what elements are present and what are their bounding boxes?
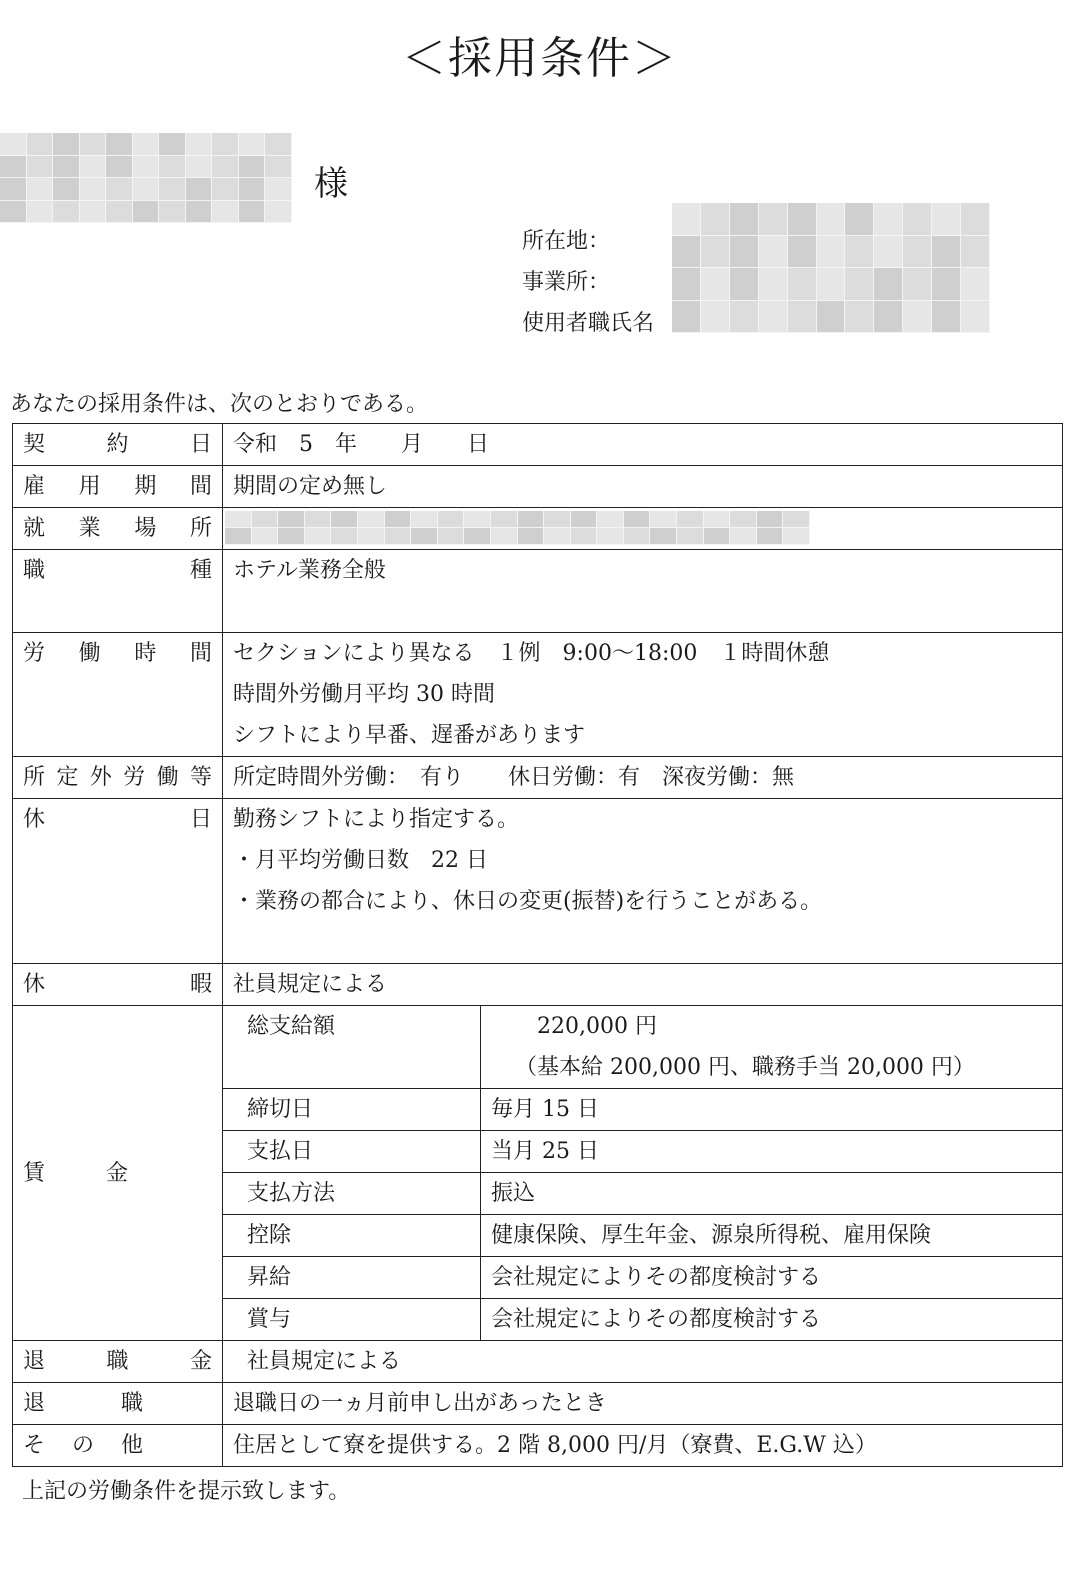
holidays-line: ・業務の都合により、休日の変更(振替)を行うことがある。 [233, 889, 823, 914]
mosaic-tile [961, 301, 990, 334]
label-char: 定 [56, 765, 79, 790]
mosaic-tile [80, 133, 107, 156]
label-char: の [71, 1433, 94, 1458]
mosaic-tile [80, 178, 107, 201]
mosaic-tile [544, 511, 571, 528]
mosaic-tile [730, 236, 759, 269]
working-hours-line: セクションにより異なる １例 9:00～18:00 １時間休憩 [233, 641, 830, 666]
label-char: 等 [189, 765, 212, 790]
mosaic-tile [932, 203, 961, 236]
mosaic-tile [672, 203, 701, 236]
mosaic-tile [0, 178, 27, 201]
mosaic-tile [239, 133, 266, 156]
mosaic-tile [544, 528, 571, 545]
workplace-value [223, 508, 1063, 550]
mosaic-tile [518, 528, 545, 545]
job-type-value: ホテル業務全般 [223, 550, 1063, 633]
label-char: 金 [189, 1349, 212, 1374]
mosaic-tile [491, 528, 518, 545]
mosaic-tile [817, 203, 846, 236]
label-char: 働 [78, 641, 101, 666]
mosaic-tile [672, 268, 701, 301]
label-char: 職 [120, 1391, 143, 1416]
row-label [13, 508, 223, 550]
mosaic-tile [597, 528, 624, 545]
mosaic-tile [783, 511, 810, 528]
mosaic-tile [265, 178, 292, 201]
label-workplace [23, 508, 212, 549]
mosaic-tile [701, 301, 730, 334]
mosaic-tile [27, 178, 54, 201]
mosaic-tile [106, 156, 133, 179]
mosaic-tile [212, 156, 239, 179]
label-retirement [23, 1383, 143, 1424]
mosaic-tile [903, 236, 932, 269]
mosaic-tile [278, 511, 305, 528]
row-label [13, 1341, 223, 1383]
mosaic-tile [677, 511, 704, 528]
label-char: 労 [123, 765, 146, 790]
label-leave [23, 964, 212, 1005]
mosaic-tile [159, 178, 186, 201]
mosaic-tile [624, 528, 651, 545]
mosaic-tile [672, 301, 701, 334]
row-wages-total [13, 1006, 1063, 1089]
label-char: 日 [189, 807, 212, 832]
mosaic-tile [265, 201, 292, 224]
label-overtime [23, 757, 212, 798]
mosaic-tile [874, 203, 903, 236]
row-label [13, 466, 223, 508]
redacted-employer-info [672, 203, 990, 333]
label-char: 場 [134, 516, 157, 541]
label-char: 退 [23, 1349, 46, 1374]
wage-item-value: 当月 25 日 [481, 1131, 1063, 1173]
mosaic-tile [159, 201, 186, 224]
mosaic-tile [730, 511, 757, 528]
mosaic-tile [0, 156, 27, 179]
working-hours-line: 時間外労働月平均 30 時間 [233, 682, 495, 707]
label-char: 外 [89, 765, 112, 790]
mosaic-tile [411, 528, 438, 545]
mosaic-tile [27, 133, 54, 156]
wage-item-name: 控除 [223, 1215, 481, 1257]
label-char: 期 [134, 474, 157, 499]
label-char: 職 [23, 558, 46, 583]
mosaic-tile [225, 528, 252, 545]
terms-table [12, 423, 1063, 1467]
mosaic-tile [438, 511, 465, 528]
mosaic-tile [438, 528, 465, 545]
mosaic-tile [106, 178, 133, 201]
mosaic-tile [331, 528, 358, 545]
mosaic-tile [817, 268, 846, 301]
mosaic-tile [53, 178, 80, 201]
row-leave [13, 964, 1063, 1006]
mosaic-tile [385, 528, 412, 545]
mosaic-tile [874, 236, 903, 269]
row-job-type [13, 550, 1063, 633]
mosaic-tile [265, 156, 292, 179]
mosaic-tile [159, 133, 186, 156]
mosaic-tile [757, 528, 784, 545]
mosaic-tile [759, 301, 788, 334]
label-char: 種 [189, 558, 212, 583]
wage-item-value: 会社規定によりその都度検討する [481, 1299, 1063, 1341]
mosaic-tile [305, 511, 332, 528]
mosaic-tile [133, 156, 160, 179]
mosaic-tile [53, 201, 80, 224]
mosaic-tile [239, 201, 266, 224]
label-char: 就 [23, 516, 46, 541]
mosaic-tile [932, 301, 961, 334]
mosaic-tile [239, 178, 266, 201]
mosaic-tile [464, 511, 491, 528]
row-working-hours [13, 633, 1063, 757]
label-char: 他 [120, 1433, 143, 1458]
mosaic-tile [53, 133, 80, 156]
wage-item-value: 毎月 15 日 [481, 1089, 1063, 1131]
row-employment-period [13, 466, 1063, 508]
mosaic-tile [701, 203, 730, 236]
wage-item-value: 振込 [481, 1173, 1063, 1215]
mosaic-tile [677, 528, 704, 545]
label-contract-date [23, 424, 212, 465]
mosaic-tile [239, 156, 266, 179]
mosaic-tile [730, 528, 757, 545]
label-char: 雇 [23, 474, 46, 499]
honorific: 様 [314, 164, 348, 204]
working-hours-value [223, 633, 1063, 757]
mosaic-tile [903, 301, 932, 334]
row-overtime [13, 757, 1063, 799]
mosaic-tile [845, 236, 874, 269]
row-contract-date [13, 424, 1063, 466]
mosaic-tile [159, 156, 186, 179]
row-holidays [13, 799, 1063, 964]
mosaic-tile [704, 528, 731, 545]
mosaic-tile [961, 268, 990, 301]
mosaic-tile [903, 268, 932, 301]
row-label [13, 424, 223, 466]
label-holidays [23, 799, 212, 840]
mosaic-tile [650, 528, 677, 545]
mosaic-tile [757, 511, 784, 528]
label-char: 間 [189, 474, 212, 499]
wage-item-name: 締切日 [223, 1089, 481, 1131]
working-hours-line: シフトにより早番、遅番があります [233, 723, 586, 748]
mosaic-tile [252, 511, 279, 528]
mosaic-tile [265, 133, 292, 156]
mosaic-tile [817, 301, 846, 334]
label-retirement-allowance [23, 1341, 212, 1382]
retirement-allowance-value: 社員規定による [223, 1341, 1063, 1383]
wage-item-value: 会社規定によりその都度検討する [481, 1257, 1063, 1299]
mosaic-tile [133, 201, 160, 224]
contract-date-value: 令和 5 年 月 日 [223, 424, 1063, 466]
overtime-value: 所定時間外労働： 有り 休日労働：有 深夜労働：無 [223, 757, 1063, 799]
label-char: 退 [23, 1391, 46, 1416]
mosaic-tile [53, 156, 80, 179]
mosaic-tile [27, 201, 54, 224]
mosaic-tile [932, 236, 961, 269]
redacted-workplace-grid [225, 511, 810, 545]
mosaic-tile [252, 528, 279, 545]
mosaic-tile [358, 511, 385, 528]
label-char: 間 [189, 641, 212, 666]
mosaic-tile [212, 133, 239, 156]
label-char: 時 [134, 641, 157, 666]
mosaic-tile [783, 528, 810, 545]
employment-period-value: 期間の定め無し [223, 466, 1063, 508]
office-label: 事業所： [522, 270, 611, 295]
redacted-recipient-name [0, 133, 292, 223]
row-label [13, 757, 223, 799]
mosaic-tile [212, 201, 239, 224]
label-char: 休 [23, 807, 46, 832]
mosaic-tile [80, 201, 107, 224]
mosaic-tile [225, 511, 252, 528]
mosaic-tile [385, 511, 412, 528]
mosaic-tile [464, 528, 491, 545]
label-char: 金 [105, 1160, 128, 1186]
mosaic-tile [186, 201, 213, 224]
wage-item-name: 支払日 [223, 1131, 481, 1173]
holidays-line: 勤務シフトにより指定する。 [233, 807, 520, 832]
mosaic-tile [331, 511, 358, 528]
label-char: 労 [23, 641, 46, 666]
row-retirement-allowance [13, 1341, 1063, 1383]
wage-item-name: 賞与 [223, 1299, 481, 1341]
mosaic-tile [650, 511, 677, 528]
label-char: 用 [78, 474, 101, 499]
mosaic-tile [788, 268, 817, 301]
mosaic-tile [358, 528, 385, 545]
row-label [13, 964, 223, 1006]
label-char: 契 [23, 432, 46, 457]
mosaic-tile [571, 528, 598, 545]
label-wages [23, 1153, 128, 1194]
wage-item-name: 昇給 [223, 1257, 481, 1299]
label-char: 休 [23, 972, 46, 997]
mosaic-tile [27, 156, 54, 179]
label-char: 業 [78, 516, 101, 541]
address-label: 所在地： [522, 229, 611, 254]
label-char: 日 [189, 432, 212, 457]
employer-name-label: 使用者職氏名 [522, 311, 655, 336]
mosaic-tile [817, 236, 846, 269]
redacted-workplace [225, 511, 810, 545]
footer-text: 上記の労働条件を提示致します。 [22, 1479, 351, 1504]
mosaic-tile [491, 511, 518, 528]
mosaic-tile [571, 511, 598, 528]
row-label [13, 1425, 223, 1467]
retirement-value: 退職日の一ヵ月前申し出があったとき [223, 1383, 1063, 1425]
row-workplace [13, 508, 1063, 550]
mosaic-tile [133, 133, 160, 156]
mosaic-tile [701, 268, 730, 301]
mosaic-tile [212, 178, 239, 201]
other-value: 住居として寮を提供する。2 階 8,000 円/月（寮費、E.G.W 込） [223, 1425, 1063, 1467]
mosaic-tile [961, 203, 990, 236]
label-char: 賃 [23, 1160, 46, 1186]
mosaic-tile [874, 268, 903, 301]
wage-item-name: 総支給額 [223, 1006, 481, 1089]
label-job-type [23, 550, 212, 591]
wage-item-name: 支払方法 [223, 1173, 481, 1215]
holidays-line: ・月平均労働日数 22 日 [233, 848, 488, 873]
mosaic-tile [788, 203, 817, 236]
mosaic-tile [961, 236, 990, 269]
mosaic-tile [730, 268, 759, 301]
wage-item-value [481, 1006, 1063, 1089]
mosaic-tile [759, 236, 788, 269]
label-char: 働 [156, 765, 179, 790]
mosaic-tile [903, 203, 932, 236]
label-char: 所 [23, 765, 46, 790]
mosaic-tile [186, 178, 213, 201]
mosaic-tile [305, 528, 332, 545]
mosaic-tile [730, 203, 759, 236]
intro-text: あなたの採用条件は、次のとおりである。 [10, 392, 429, 417]
mosaic-tile [0, 201, 27, 224]
mosaic-tile [133, 178, 160, 201]
label-char: 職 [106, 1349, 129, 1374]
holidays-value [223, 799, 1063, 964]
row-label [13, 633, 223, 757]
mosaic-tile [704, 511, 731, 528]
label-char: 約 [106, 432, 129, 457]
mosaic-tile [845, 268, 874, 301]
mosaic-tile [874, 301, 903, 334]
mosaic-tile [624, 511, 651, 528]
mosaic-tile [730, 301, 759, 334]
row-label [13, 550, 223, 633]
mosaic-tile [518, 511, 545, 528]
mosaic-tile [597, 511, 624, 528]
leave-value: 社員規定による [223, 964, 1063, 1006]
mosaic-tile [80, 156, 107, 179]
mosaic-tile [845, 301, 874, 334]
mosaic-tile [672, 236, 701, 269]
row-other [13, 1425, 1063, 1467]
mosaic-tile [845, 203, 874, 236]
mosaic-tile [106, 201, 133, 224]
mosaic-tile [788, 301, 817, 334]
row-label [13, 1383, 223, 1425]
mosaic-tile [0, 133, 27, 156]
label-char: 所 [189, 516, 212, 541]
mosaic-tile [278, 528, 305, 545]
document-title: ＜採用条件＞ [402, 33, 678, 84]
mosaic-tile [788, 236, 817, 269]
mosaic-tile [932, 268, 961, 301]
row-retirement [13, 1383, 1063, 1425]
label-employment-period [23, 466, 212, 507]
wage-item-value: 健康保険、厚生年金、源泉所得税、雇用保険 [481, 1215, 1063, 1257]
mosaic-tile [701, 236, 730, 269]
mosaic-tile [759, 268, 788, 301]
row-label [13, 799, 223, 964]
mosaic-tile [759, 203, 788, 236]
mosaic-tile [106, 133, 133, 156]
label-other [23, 1425, 143, 1466]
label-char: そ [23, 1433, 46, 1458]
label-working-hours [23, 633, 212, 674]
label-char: 暇 [189, 972, 212, 997]
mosaic-tile [186, 156, 213, 179]
wage-total-line: 220,000 円 [515, 1014, 657, 1039]
row-label [13, 1006, 223, 1341]
wage-breakdown-line: （基本給 200,000 円、職務手当 20,000 円） [515, 1055, 975, 1080]
mosaic-tile [411, 511, 438, 528]
mosaic-tile [186, 133, 213, 156]
